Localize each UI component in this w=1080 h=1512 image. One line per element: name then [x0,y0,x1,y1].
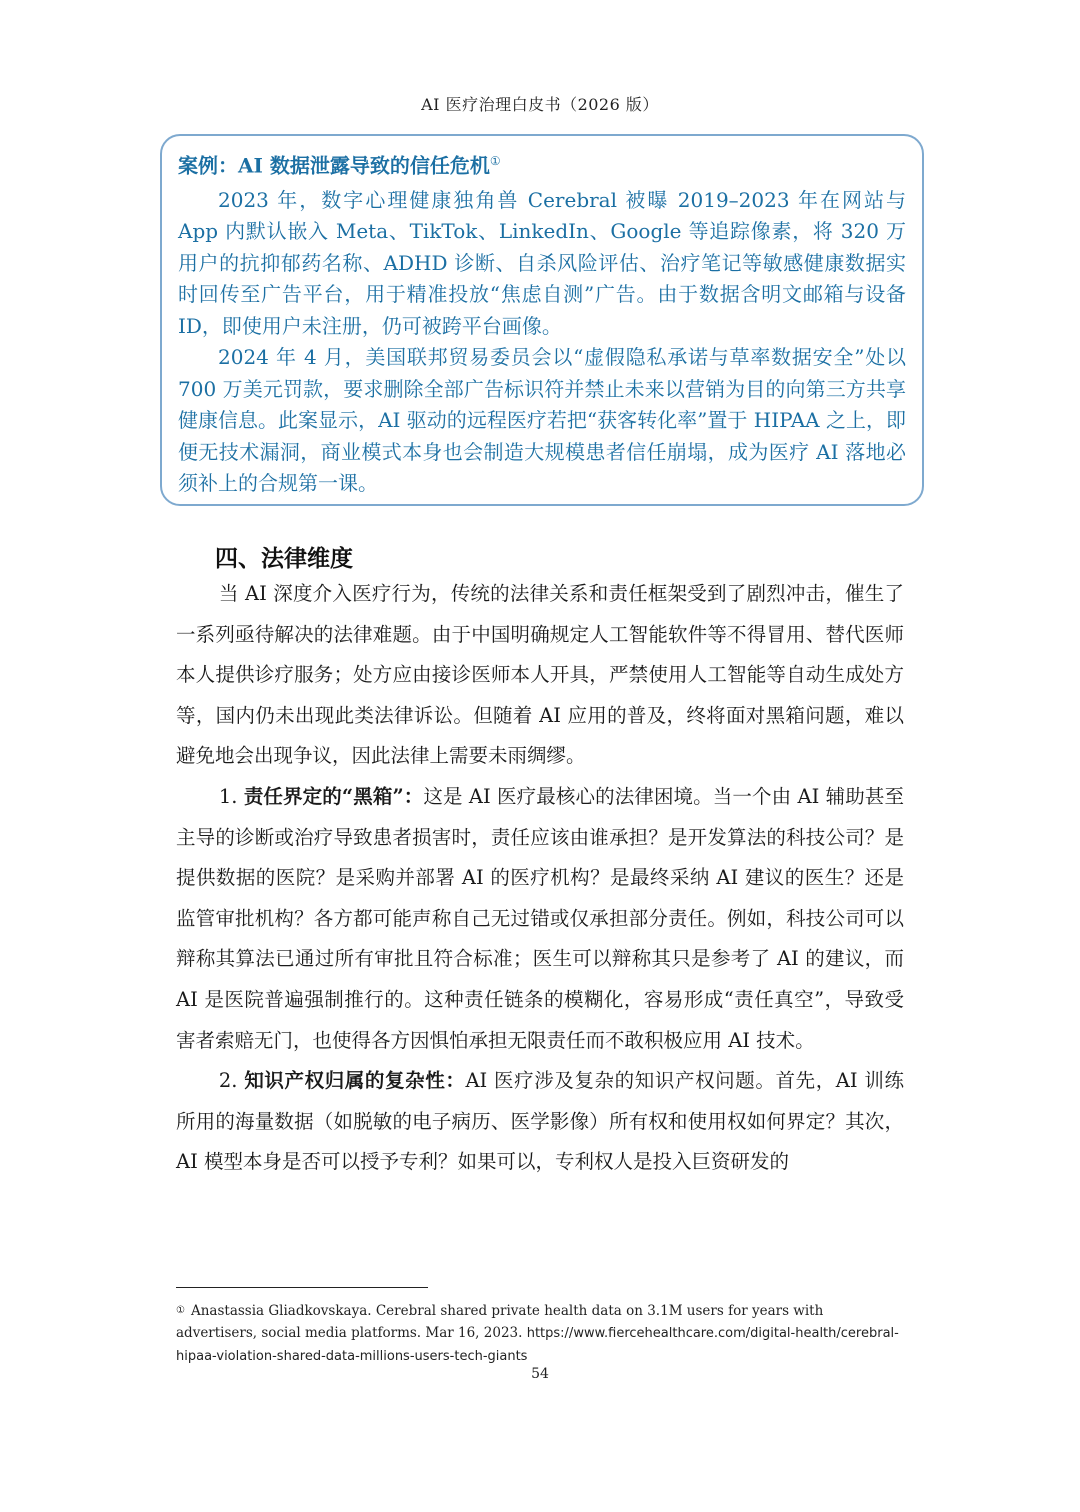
page-number: 54 [531,1366,549,1382]
item-text: 这是 AI 医疗最核心的法律困境。当一个由 AI 辅助甚至主导的诊断或治疗导致患者损害时，责任应该由谁承担？是开发算法的科技公司？是提供数据的医院？是采购并部署 AI 的医疗机构？是最终采纳 AI 建议的医生？还是监管审批机构？各方都可能声称自己无过错或仅承担部分责任。例如，科技公司可以辩称其算法已通过所有审批且符合标准；医生可以辩称其只是参考了 AI 的建议，而 AI 是医院普遍强制推行的。这种责任链条的模糊化，容易形成“责任真空”，导致受害者索赔无门，也使得各方因惧怕承担无限责任而不敢积极应用 AI 技术。 [176,784,904,1052]
intro-paragraph: 当 AI 深度介入医疗行为，传统的法律关系和责任框架受到了剧烈冲击，催生了一系列亟待解决的法律难题。由于中国明确规定人工智能软件等不得冒用、替代医师本人提供诊疗服务；处方应由接诊医师本人开具，严禁使用人工智能等自动生成处方等，国内仍未出现此类法律诉讼。但随着 AI 应用的普及，终将面对黑箱问题，难以避免地会出现争议，因此法律上需要未雨绸缪。 [176,582,904,768]
item-number: 1. [218,784,238,808]
numbered-item [176,777,904,1061]
footnote-divider [176,1287,428,1288]
item-label: 知识产权归属的复杂性： [244,1069,466,1093]
section-body [176,574,904,1183]
footnote-marker: ① [176,1305,185,1316]
item-number: 2. [218,1069,238,1093]
item-text: AI 医疗涉及复杂的知识产权问题。首先，AI 训练所用的海量数据（如脱敏的电子病历、医学影像）所有权和使用权如何界定？其次，AI 模型本身是否可以授予专利？如果可以，专利权人是投入巨资研发的 [176,1069,904,1174]
case-study-title [178,142,906,185]
footnote [176,1300,906,1368]
case-study-paragraph: 2024 年 4 月，美国联邦贸易委员会以“虚假隐私承诺与草率数据安全”处以 700 万美元罚款，要求删除全部广告标识符并禁止未来以营销为目的向第三方共享健康信息。此案显示，AI 驱动的远程医疗若把“获客转化率”置于 HIPAA 之上，即便无技术漏洞，商业模式本身也会制造大规模患者信任崩塌，成为医疗 AI 落地必须补上的合规第一课。 [178,345,906,496]
section-heading: 四、法律维度 [215,545,353,572]
case-study-paragraph: 2023 年，数字心理健康独角兽 Cerebral 被曝 2019–2023 年在网站与 App 内默认嵌入 Meta、TikTok、LinkedIn、Google 等追踪像素，将 320 万用户的抗抑郁药名称、ADHD 诊断、自杀风险评估、治疗笔记等敏感健康数据实时回传至广告平台，用于精准投放“焦虑自测”广告。由于数据含明文邮箱与设备 ID，即使用户未注册，仍可被跨平台画像。 [178,187,906,338]
case-study-title-text: 案例：AI 数据泄露导致的信任危机 [178,153,490,178]
footnote-reference[interactable]: ① [489,154,501,168]
running-header: AI 医疗治理白皮书（2026 版） [421,95,659,114]
footnote-url[interactable]: https://www.fiercehealthcare.com/digital-health/cerebral-hipaa-violation-shared-data-millions-users-tech-giants [176,1326,899,1364]
case-study-box [160,134,924,506]
footnote-citation: Anastassia Gliadkovskaya. Cerebral shared private health data on 3.1M users for years with advertisers, social media platforms. Mar 16, 2023. [176,1303,824,1341]
numbered-item [176,1061,904,1183]
item-label: 责任界定的“黑箱”： [243,784,424,808]
